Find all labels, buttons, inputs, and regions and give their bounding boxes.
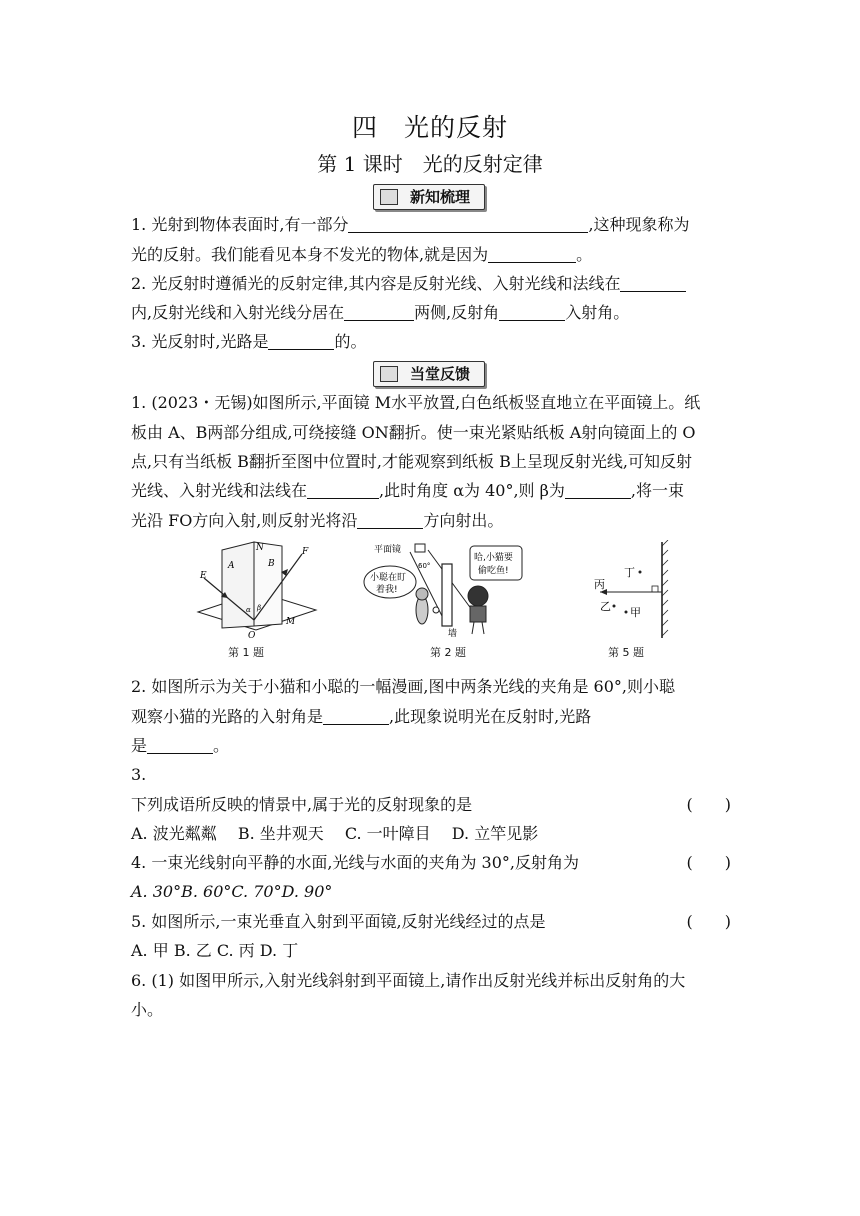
feedback-q3-number: 3. xyxy=(131,765,147,784)
fig1-label-a: A xyxy=(228,561,235,571)
figures-row xyxy=(190,540,680,660)
feedback-q2-line1: 2. 如图所示为关于小猫和小聪的一幅漫画,图中两条光线的夹角是 60°,则小聪 xyxy=(131,677,675,696)
fig1-label-beta: β xyxy=(257,604,262,612)
lesson-subtitle: 第 1 课时 光的反射定律 xyxy=(317,152,543,176)
fig5-label-jia: 甲 xyxy=(630,606,641,619)
feedback-q6-line1: 6. (1) 如图甲所示,入射光线斜射到平面镜上,请作出反射光线并标出反射角的大 xyxy=(131,971,686,990)
answer-blank[interactable] xyxy=(357,510,423,529)
knowledge-q1-line1: 1. 光射到物体表面时,有一部分 ,这种现象称为 xyxy=(131,215,690,234)
fig2-bubble-right-2: 偷吃鱼! xyxy=(478,566,509,576)
answer-blank[interactable] xyxy=(147,735,213,754)
feedback-q3-options: A. 波光粼粼 B. 坐井观天 C. 一叶障目 D. 立竿见影 xyxy=(131,824,539,843)
section-tag-feedback: 当堂反馈 xyxy=(373,361,485,387)
figure-5-mirror-points xyxy=(590,540,680,640)
figure-1-caption: 第 1 题 xyxy=(228,646,264,659)
answer-blank[interactable] xyxy=(620,273,686,292)
answer-paren[interactable]: ( ) xyxy=(686,795,731,814)
answer-blank[interactable] xyxy=(565,480,631,499)
mirror-icon xyxy=(415,544,425,552)
answer-blank[interactable] xyxy=(499,302,565,321)
pencil-icon xyxy=(380,366,398,382)
feedback-q3-stem: 下列成语所反映的情景中,属于光的反射现象的是 ( ) xyxy=(131,792,731,818)
lesson-title: 四 光的反射 xyxy=(351,113,508,142)
answer-blank[interactable] xyxy=(348,214,588,233)
feedback-q5-stem: 5. 如图所示,一束光垂直入射到平面镜,反射光线经过的点是 ( ) xyxy=(131,909,731,935)
fig5-label-bing: 丙 xyxy=(594,578,605,591)
answer-paren[interactable]: ( ) xyxy=(686,912,731,931)
knowledge-q2-line1: 2. 光反射时遵循光的反射定律,其内容是反射光线、入射光线和法线在 xyxy=(131,271,731,297)
answer-blank[interactable] xyxy=(323,706,389,725)
fig2-bubble-left-1: 小聪在盯 xyxy=(370,573,407,583)
feedback-q2-line3: 是 。 xyxy=(131,736,230,755)
fig2-label-mirror: 平面镜 xyxy=(374,545,402,555)
fig5-label-yi: 乙 xyxy=(600,600,611,613)
feedback-q1-line2: 板由 A、B两部分组成,可绕接缝 ON翻折。使一束光紧贴纸板 A射向镜面上的 O xyxy=(131,423,696,442)
fig1-label-m: M xyxy=(286,617,296,627)
section-tag-new-knowledge: 新知梳理 xyxy=(373,184,485,210)
feedback-q1-line3: 点,只有当纸板 B翻折至图中位置时,才能观察到纸板 B上呈现反射光线,可知反射 xyxy=(131,452,692,471)
feedback-q4-stem: 4. 一束光线射向平静的水面,光线与水面的夹角为 30°,反射角为 ( ) xyxy=(131,850,731,876)
knowledge-q1-line2: 光的反射。我们能看见本身不发光的物体,就是因为 。 xyxy=(131,245,593,264)
fig2-label-wall: 墙 xyxy=(448,629,458,639)
answer-blank[interactable] xyxy=(344,302,414,321)
fig2-label-angle: 60° xyxy=(418,562,431,570)
feedback-q1-line5: 光沿 FO方向入射,则反射光将沿 方向射出。 xyxy=(131,511,504,530)
fig1-label-n: N xyxy=(256,543,264,553)
fig1-label-e: E xyxy=(200,571,207,581)
fig1-label-o: O xyxy=(248,631,256,641)
fig1-label-f: F xyxy=(302,547,309,557)
feedback-q2-line2: 观察小猫的光路的入射角是 ,此现象说明光在反射时,光路 xyxy=(131,707,592,726)
feedback-q1-line4: 光线、入射光线和法线在 ,此时角度 α为 40°,则 β为 ,将一束 xyxy=(131,481,684,500)
fig1-label-b: B xyxy=(268,559,275,569)
answer-blank[interactable] xyxy=(268,331,334,350)
fishbowl-icon xyxy=(433,607,439,613)
feedback-q5-options: A. 甲 B. 乙 C. 丙 D. 丁 xyxy=(131,941,299,960)
figure-1-reflection-setup xyxy=(190,540,320,644)
figure-2-cartoon xyxy=(350,540,530,640)
answer-blank[interactable] xyxy=(307,480,379,499)
fig2-bubble-right-1: 哈,小猫要 xyxy=(474,553,513,563)
feedback-q4-options: A. 30°B. 60°C. 70°D. 90° xyxy=(131,882,333,901)
book-icon xyxy=(380,189,398,205)
figure-2-caption: 第 2 题 xyxy=(430,646,466,659)
feedback-q1-line1: 1. (2023・无锡)如图所示,平面镜 M水平放置,白色纸板竖直地立在平面镜上。纸 xyxy=(131,393,701,412)
knowledge-q2-line2: 内,反射光线和入射光线分居在 两侧,反射角 入射角。 xyxy=(131,303,630,322)
figure-5-caption: 第 5 题 xyxy=(608,646,644,659)
knowledge-q3: 3. 光反射时,光路是 的。 xyxy=(131,332,367,351)
answer-blank[interactable] xyxy=(488,244,576,263)
fig2-bubble-left-2: 着我! xyxy=(376,585,398,595)
cat-icon xyxy=(416,588,428,624)
fig5-label-ding: 丁 xyxy=(624,566,635,579)
fig1-label-alpha: α xyxy=(246,606,251,614)
boy-icon xyxy=(468,586,488,634)
feedback-q6-line2: 小。 xyxy=(131,1000,164,1019)
answer-paren[interactable]: ( ) xyxy=(686,853,731,872)
